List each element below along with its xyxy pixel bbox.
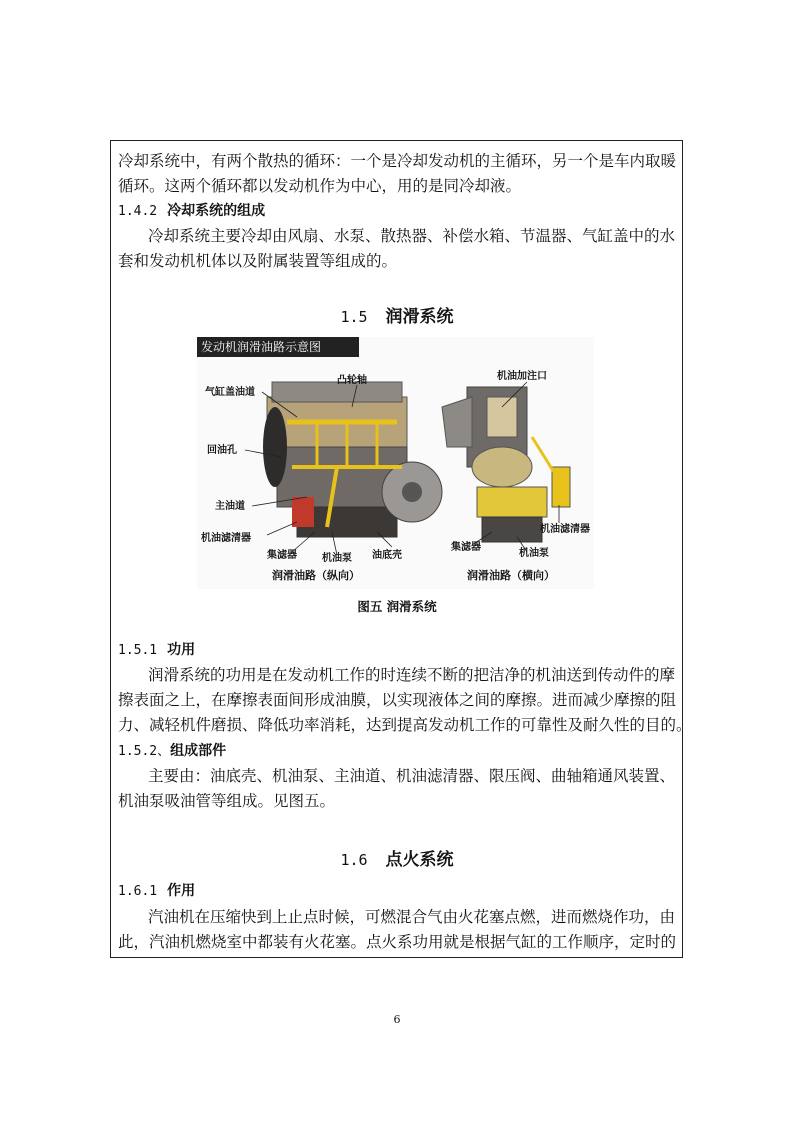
section-text: 点火系统 <box>385 850 454 870</box>
heading-number: 1.5.2、 <box>118 744 171 759</box>
label-camshaft: 凸轮轴 <box>337 375 367 386</box>
heading-number: 1.5.1 <box>118 643 158 658</box>
heading-1-5-1 <box>118 639 195 662</box>
caption-longitudinal: 润滑油路（纵向） <box>272 569 360 582</box>
paragraph-line: 套和发动机机体以及附属装置等组成的。 <box>118 252 398 270</box>
paragraph-line: 循环。这两个循环都以发动机作为中心，用的是同冷却液。 <box>118 177 522 195</box>
section-number: 1.6 <box>340 851 368 869</box>
transverse-engine-illustration <box>442 387 570 542</box>
heading-text: 冷却系统的组成 <box>167 203 266 219</box>
paragraph-line: 擦表面之上，在摩擦表面间形成油膜，以实现液体之间的摩擦。进而减少摩擦的阻 <box>118 691 677 709</box>
section-number: 1.5 <box>340 308 368 326</box>
label-pan: 油底壳 <box>372 550 402 561</box>
label-strainer-right: 集滤器 <box>451 542 481 553</box>
label-filler: 机油加注口 <box>497 371 547 382</box>
heading-1-6-1 <box>118 880 195 903</box>
heading-1-4-2 <box>118 200 265 223</box>
page-number: 6 <box>393 1013 401 1026</box>
paragraph-line: 冷却系统主要冷却由风扇、水泵、散热器、补偿水箱、节温器、气缸盖中的水 <box>148 227 676 245</box>
heading-1-5-2 <box>118 740 226 763</box>
section-title-1-5 <box>0 302 794 327</box>
lubrication-figure <box>197 337 594 589</box>
label-pump-left: 机油泵 <box>322 553 352 564</box>
paragraph-line: 力、减轻机件磨损、降低功率消耗，达到提高发动机工作的可靠性及耐久性的目的。 <box>118 716 692 734</box>
figure-banner: 发动机润滑油路示意图 <box>197 337 359 357</box>
section-title-1-6 <box>0 845 794 870</box>
heading-number: 1.6.1 <box>118 884 158 899</box>
label-head-gallery: 气缸盖油道 <box>205 387 255 398</box>
section-text: 润滑系统 <box>385 307 454 327</box>
caption-transverse: 润滑油路（横向） <box>467 569 555 582</box>
label-filter-right: 机油滤清器 <box>540 524 590 535</box>
label-main-gallery: 主油道 <box>215 501 245 512</box>
label-return-hole: 回油孔 <box>207 445 237 456</box>
paragraph-line: 此，汽油机燃烧室中都装有火花塞。点火系功用就是根据气缸的工作顺序，定时的 <box>118 933 677 951</box>
label-pump-right: 机油泵 <box>519 548 549 559</box>
heading-text: 组成部件 <box>170 743 227 759</box>
heading-text: 作用 <box>167 883 196 899</box>
paragraph-line: 润滑系统的功用是在发动机工作的时连续不断的把洁净的机油送到传动件的摩 <box>148 666 676 684</box>
label-strainer-left: 集滤器 <box>267 550 297 561</box>
paragraph-line: 机油泵吸油管等组成。见图五。 <box>118 792 336 810</box>
paragraph-line: 汽油机在压缩快到上止点时候，可燃混合气由火花塞点燃，进而燃烧作功，由 <box>148 908 676 926</box>
heading-number: 1.4.2 <box>118 204 158 219</box>
heading-text: 功用 <box>167 642 196 658</box>
label-filter-left: 机油滤清器 <box>201 533 251 544</box>
figure-caption: 图五 润滑系统 <box>357 599 437 614</box>
paragraph-line: 主要由：油底壳、机油泵、主油道、机油滤清器、限压阀、曲轴箱通风装置、 <box>148 767 676 785</box>
paragraph-line: 冷却系统中，有两个散热的循环：一个是冷却发动机的主循环，另一个是车内取暖 <box>118 152 677 170</box>
